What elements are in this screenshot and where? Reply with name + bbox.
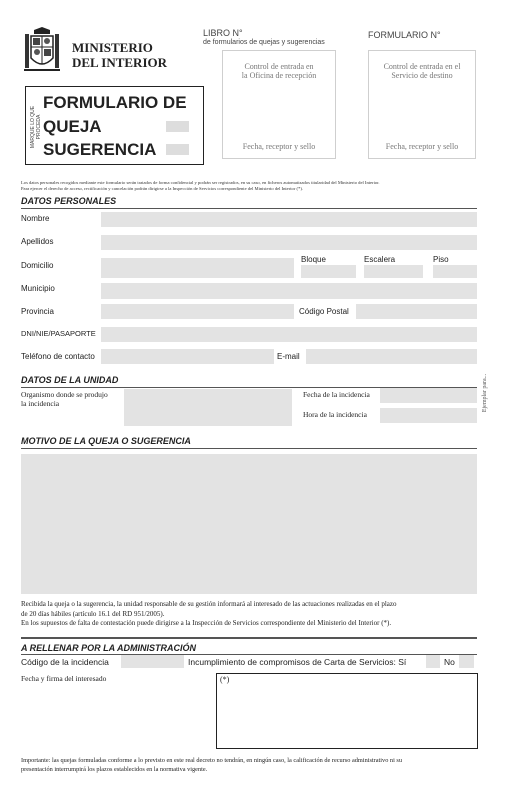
coat-of-arms-icon — [22, 26, 62, 76]
piso-label: Piso — [433, 255, 449, 264]
libro-title: LIBRO N° — [203, 28, 243, 38]
stamp-left-line1: Control de entrada en — [244, 62, 314, 71]
motivo-note-line3: En los supuestos de falta de contestación puede dirigirse a la Inspección de Servicios correspondiente del Ministerio del Interior (*). — [21, 619, 392, 627]
form-title-line2: QUEJA — [43, 117, 102, 136]
organismo-label — [21, 390, 108, 408]
nombre-label: Nombre — [21, 214, 50, 223]
footer-note-line2: presentación interrumpirá los plazos establecidos en la normativa vigente. — [21, 766, 208, 773]
organismo-label-line2: la incidencia — [21, 399, 60, 408]
stamp-right-line2: Servicio de destino — [391, 71, 453, 80]
no-label: No — [444, 657, 455, 667]
datos-unidad-heading: DATOS DE LA UNIDAD — [21, 375, 119, 385]
ejemplar-side-note: Ejemplar para... — [482, 373, 488, 413]
fecha-incidencia-label: Fecha de la incidencia — [303, 390, 370, 399]
escalera-field[interactable] — [364, 265, 423, 278]
datos-personales-heading: DATOS PERSONALES — [21, 196, 117, 206]
ministry-line1: MINISTERIO — [72, 40, 153, 55]
municipio-field[interactable] — [101, 283, 477, 299]
stamp-box-reception — [222, 50, 336, 159]
footer-note-line1: Importante: las quejas formuladas conforme a lo previsto en este real decreto no tendrán, en ningún caso, la calificación de recurso administrativo ni su — [21, 757, 403, 764]
codigo-postal-field[interactable] — [356, 304, 477, 319]
administracion-top-rule — [21, 637, 477, 639]
telefono-label: Teléfono de contacto — [21, 352, 95, 361]
form-type-box — [25, 86, 204, 165]
section-divider — [21, 654, 477, 655]
bloque-field[interactable] — [301, 265, 356, 278]
firma-box-mark: (*) — [220, 675, 230, 684]
motivo-note — [21, 600, 483, 629]
form-title-line3: SUGERENCIA — [43, 140, 157, 159]
motivo-textarea[interactable] — [21, 454, 477, 594]
si-checkbox[interactable] — [426, 655, 440, 668]
dni-field[interactable] — [101, 327, 477, 342]
ministry-name — [72, 40, 167, 70]
administracion-heading: A RELLENAR POR LA ADMINISTRACIÓN — [21, 643, 196, 653]
telefono-field[interactable] — [101, 349, 274, 364]
section-divider — [21, 448, 477, 449]
footer-note — [21, 756, 483, 774]
incumplimiento-label: Incumplimiento de compromisos de Carta de Servicios: Sí — [188, 657, 407, 667]
form-title-line1: FORMULARIO DE — [43, 93, 187, 112]
apellidos-label: Apellidos — [21, 237, 54, 246]
libro-subtitle: de formularios de quejas y sugerencias — [203, 39, 325, 46]
domicilio-label: Domicilio — [21, 261, 54, 270]
motivo-note-line2: de 20 días hábiles (artículo 16.1 del RD 951/2005). — [21, 609, 165, 618]
formulario-number-title: FORMULARIO N° — [368, 30, 441, 40]
piso-field[interactable] — [433, 265, 477, 278]
codigo-postal-label: Código Postal — [299, 307, 349, 316]
organismo-label-line1: Organismo donde se produjo — [21, 390, 108, 399]
privacy-note-line1: Los datos personales recogidos mediante este formulario serán tratados de forma confidencial y podrán ser registrados, en su caso, en ficheros automatizados titularidad del Ministerio del Interior. — [21, 180, 380, 185]
queja-checkbox[interactable] — [166, 121, 189, 132]
hora-incidencia-label: Hora de la incidencia — [303, 410, 367, 419]
section-divider — [21, 208, 477, 209]
codigo-incidencia-field[interactable] — [121, 655, 184, 668]
ministry-line2: DEL INTERIOR — [72, 55, 167, 70]
provincia-field[interactable] — [101, 304, 294, 319]
municipio-label: Municipio — [21, 284, 55, 293]
hora-incidencia-field[interactable] — [380, 408, 477, 423]
stamp-left-footer: Fecha, receptor y sello — [242, 142, 316, 151]
apellidos-field[interactable] — [101, 235, 477, 250]
stamp-right-footer: Fecha, receptor y sello — [385, 142, 459, 151]
no-checkbox[interactable] — [459, 655, 474, 668]
firma-label: Fecha y firma del interesado — [21, 674, 107, 683]
stamp-box-destination — [368, 50, 476, 159]
form-type-side-note: MARQUE LO QUE PROCEDA — [30, 105, 42, 149]
escalera-label: Escalera — [364, 255, 396, 264]
motivo-heading: MOTIVO DE LA QUEJA O SUGERENCIA — [21, 436, 191, 446]
provincia-label: Provincia — [21, 307, 54, 316]
email-label: E-mail — [277, 352, 300, 361]
privacy-note-line2: Para ejercer el derecho de acceso, rectificación y cancelación podrán dirigirse a la Inspección de Servicios correspondiente del Ministerio del Interior (*). — [21, 186, 304, 191]
nombre-field[interactable] — [101, 212, 477, 227]
domicilio-field[interactable] — [101, 258, 294, 278]
organismo-field[interactable] — [124, 389, 292, 426]
privacy-note — [21, 180, 481, 192]
firma-box[interactable] — [216, 673, 478, 749]
email-field[interactable] — [306, 349, 477, 364]
sugerencia-checkbox[interactable] — [166, 144, 189, 155]
dni-label: DNI/NIE/PASAPORTE — [21, 329, 96, 338]
stamp-right-line1: Control de entrada en el — [383, 62, 461, 71]
bloque-label: Bloque — [301, 255, 326, 264]
stamp-left-line2: la Oficina de recepción — [241, 71, 317, 80]
fecha-incidencia-field[interactable] — [380, 388, 477, 403]
motivo-note-line1: Recibida la queja o la sugerencia, la unidad responsable de su gestión informará al interesado de las actuaciones realizadas en el plazo — [21, 600, 397, 608]
codigo-incidencia-label: Código de la incidencia — [21, 657, 109, 667]
